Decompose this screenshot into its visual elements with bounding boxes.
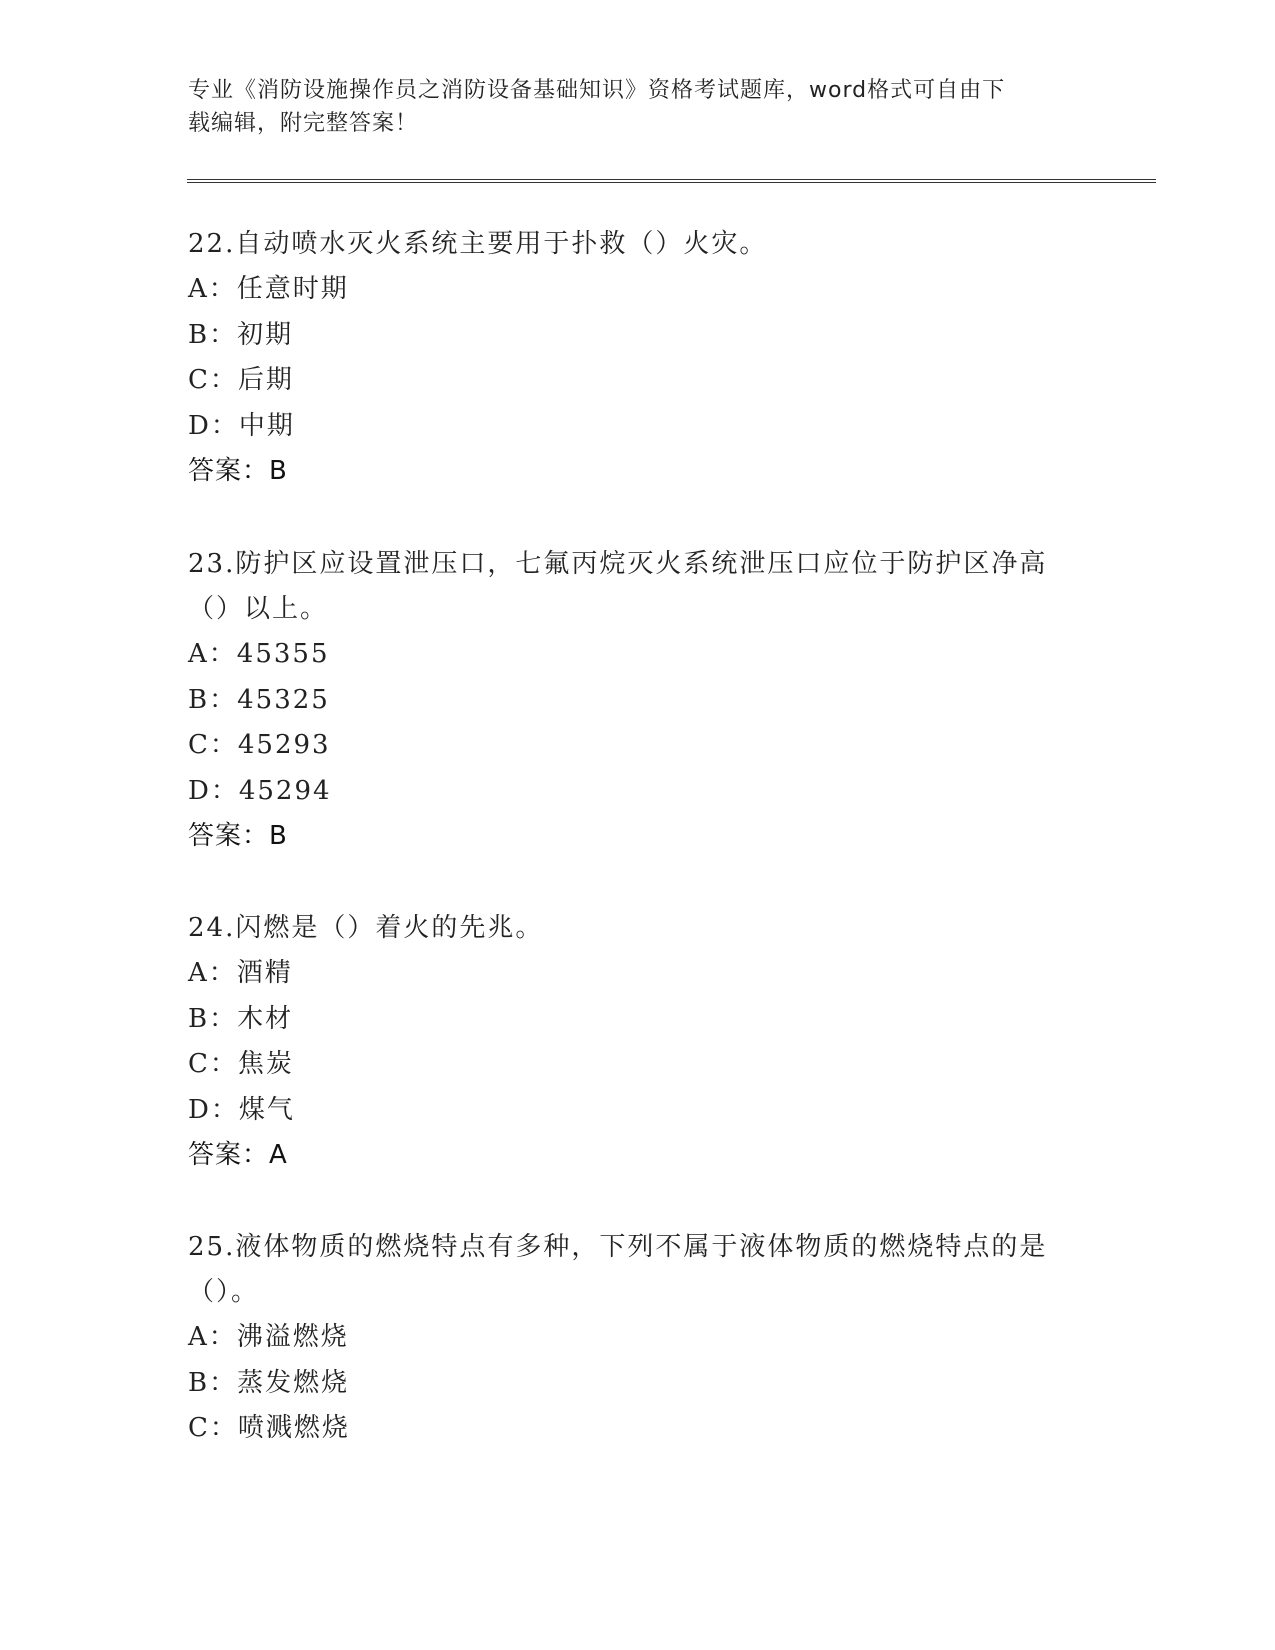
question-22 bbox=[188, 222, 1088, 494]
question-24 bbox=[188, 906, 1088, 1178]
header-line-2: 载编辑，附完整答案！ bbox=[188, 111, 419, 136]
option-b: B：木材 bbox=[188, 1003, 294, 1034]
header-divider bbox=[187, 179, 1156, 183]
header-line-1: 专业《消防设施操作员之消防设备基础知识》资格考试题库，word格式可自由下 bbox=[188, 78, 1006, 103]
option-b: B：初期 bbox=[188, 319, 294, 350]
option-b: B：45325 bbox=[188, 684, 330, 715]
question-stem-continued: （）。 bbox=[188, 1277, 260, 1307]
question-stem: 23.防护区应设置泄压口，七氟丙烷灭火系统泄压口应位于防护区净高 bbox=[188, 549, 1048, 579]
option-d: D：煤气 bbox=[188, 1094, 295, 1125]
question-stem: 22.自动喷水灭火系统主要用于扑救（）火灾。 bbox=[188, 229, 768, 259]
option-c: C：焦炭 bbox=[188, 1049, 294, 1079]
question-25 bbox=[188, 1225, 1088, 1452]
option-a: A：酒精 bbox=[188, 958, 293, 988]
option-d: D：45294 bbox=[188, 775, 332, 806]
answer: 答案：A bbox=[188, 1140, 288, 1170]
option-a: A：沸溢燃烧 bbox=[188, 1322, 349, 1352]
question-stem: 24.闪燃是（）着火的先兆。 bbox=[188, 913, 544, 943]
answer: 答案：B bbox=[188, 456, 288, 486]
option-a: A：45355 bbox=[188, 639, 330, 669]
option-c: C：喷溅燃烧 bbox=[188, 1413, 350, 1443]
question-stem: 25.液体物质的燃烧特点有多种，下列不属于液体物质的燃烧特点的是 bbox=[188, 1232, 1048, 1262]
option-c: C：45293 bbox=[188, 730, 331, 760]
option-b: B：蒸发燃烧 bbox=[188, 1367, 350, 1398]
document-header bbox=[188, 74, 1088, 140]
option-d: D：中期 bbox=[188, 410, 295, 441]
question-23 bbox=[188, 542, 1088, 859]
question-stem-continued: （）以上。 bbox=[188, 594, 329, 624]
answer: 答案：B bbox=[188, 821, 288, 851]
option-c: C：后期 bbox=[188, 365, 294, 395]
option-a: A：任意时期 bbox=[188, 274, 349, 304]
